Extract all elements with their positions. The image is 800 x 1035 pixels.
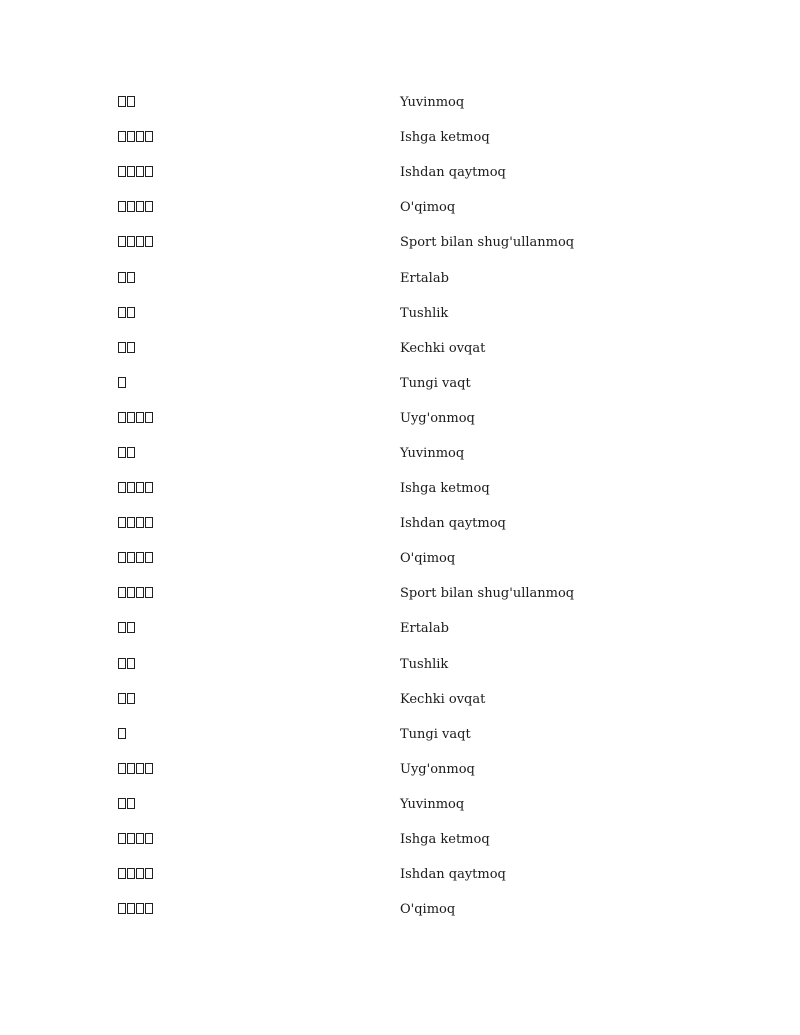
uzbek-translation: Ishga ketmoq: [400, 130, 490, 146]
missing-glyph-term: [118, 552, 400, 565]
missing-glyph-box: [127, 307, 135, 318]
missing-glyph-term: [118, 272, 400, 285]
uzbek-translation: O'qimoq: [400, 902, 456, 918]
table-row: [118, 190, 718, 225]
missing-glyph-box: [136, 833, 144, 844]
uzbek-translation: Tungi vaqt: [400, 375, 471, 391]
missing-glyph-term: [118, 728, 400, 741]
table-row: [118, 260, 718, 295]
table-row: [118, 647, 718, 682]
missing-glyph-term: [118, 412, 400, 425]
missing-glyph-term: [118, 587, 400, 600]
missing-glyph-box: [118, 166, 126, 177]
missing-glyph-box: [136, 166, 144, 177]
missing-glyph-box: [145, 552, 153, 563]
missing-glyph-box: [118, 552, 126, 563]
table-row: [118, 366, 718, 401]
missing-glyph-box: [118, 307, 126, 318]
missing-glyph-box: [145, 236, 153, 247]
table-row: [118, 787, 718, 822]
missing-glyph-box: [145, 412, 153, 423]
missing-glyph-box: [127, 272, 135, 283]
missing-glyph-term: [118, 833, 400, 846]
uzbek-translation: O'qimoq: [400, 200, 456, 216]
missing-glyph-term: [118, 622, 400, 635]
missing-glyph-box: [145, 587, 153, 598]
missing-glyph-term: [118, 201, 400, 214]
missing-glyph-box: [118, 201, 126, 212]
uzbek-translation: Kechki ovqat: [400, 340, 486, 356]
missing-glyph-box: [118, 658, 126, 669]
missing-glyph-box: [127, 552, 135, 563]
missing-glyph-box: [136, 236, 144, 247]
missing-glyph-box: [127, 693, 135, 704]
missing-glyph-box: [118, 96, 126, 107]
table-row: [118, 752, 718, 787]
missing-glyph-box: [127, 342, 135, 353]
missing-glyph-term: [118, 658, 400, 671]
missing-glyph-term: [118, 377, 400, 390]
missing-glyph-box: [118, 587, 126, 598]
missing-glyph-box: [127, 658, 135, 669]
missing-glyph-box: [127, 166, 135, 177]
missing-glyph-term: [118, 447, 400, 460]
missing-glyph-box: [118, 763, 126, 774]
uzbek-translation: Yuvinmoq: [400, 95, 465, 111]
missing-glyph-box: [118, 412, 126, 423]
missing-glyph-box: [145, 517, 153, 528]
uzbek-translation: Tushlik: [400, 305, 449, 321]
table-row: [118, 506, 718, 541]
uzbek-translation: Ishga ketmoq: [400, 481, 490, 497]
table-row: [118, 225, 718, 260]
missing-glyph-box: [136, 482, 144, 493]
uzbek-translation: Tushlik: [400, 656, 449, 672]
missing-glyph-box: [118, 693, 126, 704]
missing-glyph-box: [118, 482, 126, 493]
table-row: [118, 85, 718, 120]
missing-glyph-term: [118, 482, 400, 495]
missing-glyph-box: [127, 412, 135, 423]
missing-glyph-box: [136, 587, 144, 598]
uzbek-translation: Yuvinmoq: [400, 796, 465, 812]
missing-glyph-box: [118, 728, 126, 739]
missing-glyph-term: [118, 96, 400, 109]
uzbek-translation: Yuvinmoq: [400, 445, 465, 461]
table-row: [118, 717, 718, 752]
missing-glyph-box: [118, 798, 126, 809]
missing-glyph-box: [127, 131, 135, 142]
missing-glyph-box: [118, 377, 126, 388]
missing-glyph-box: [127, 482, 135, 493]
missing-glyph-box: [118, 868, 126, 879]
missing-glyph-box: [127, 903, 135, 914]
uzbek-translation: O'qimoq: [400, 551, 456, 567]
uzbek-translation: Ishga ketmoq: [400, 832, 490, 848]
missing-glyph-box: [136, 552, 144, 563]
missing-glyph-box: [127, 96, 135, 107]
uzbek-translation: Ishdan qaytmoq: [400, 516, 506, 532]
missing-glyph-box: [118, 903, 126, 914]
missing-glyph-box: [127, 236, 135, 247]
table-row: [118, 471, 718, 506]
missing-glyph-term: [118, 342, 400, 355]
table-row: [118, 401, 718, 436]
missing-glyph-box: [127, 587, 135, 598]
uzbek-translation: Ishdan qaytmoq: [400, 165, 506, 181]
missing-glyph-box: [118, 236, 126, 247]
uzbek-translation: Ertalab: [400, 621, 449, 637]
missing-glyph-box: [145, 868, 153, 879]
table-row: [118, 436, 718, 471]
table-row: [118, 155, 718, 190]
missing-glyph-box: [136, 868, 144, 879]
uzbek-translation: Ertalab: [400, 270, 449, 286]
missing-glyph-box: [136, 412, 144, 423]
missing-glyph-term: [118, 763, 400, 776]
missing-glyph-box: [127, 833, 135, 844]
missing-glyph-term: [118, 798, 400, 811]
missing-glyph-term: [118, 517, 400, 530]
missing-glyph-box: [127, 763, 135, 774]
missing-glyph-box: [127, 622, 135, 633]
missing-glyph-box: [118, 517, 126, 528]
missing-glyph-term: [118, 307, 400, 320]
table-row: [118, 541, 718, 576]
missing-glyph-term: [118, 868, 400, 881]
table-row: [118, 682, 718, 717]
missing-glyph-box: [118, 272, 126, 283]
uzbek-translation: Kechki ovqat: [400, 691, 486, 707]
missing-glyph-box: [127, 798, 135, 809]
missing-glyph-box: [118, 622, 126, 633]
uzbek-translation: Sport bilan shug'ullanmoq: [400, 235, 575, 251]
table-row: [118, 822, 718, 857]
missing-glyph-box: [145, 763, 153, 774]
missing-glyph-box: [127, 868, 135, 879]
table-row: [118, 892, 718, 927]
uzbek-translation: Ishdan qaytmoq: [400, 867, 506, 883]
missing-glyph-box: [145, 131, 153, 142]
missing-glyph-box: [118, 833, 126, 844]
table-row: [118, 331, 718, 366]
uzbek-translation: Tungi vaqt: [400, 726, 471, 742]
missing-glyph-term: [118, 903, 400, 916]
missing-glyph-box: [127, 447, 135, 458]
missing-glyph-box: [136, 903, 144, 914]
missing-glyph-box: [136, 201, 144, 212]
missing-glyph-box: [145, 166, 153, 177]
missing-glyph-box: [145, 833, 153, 844]
uzbek-translation: Uyg'onmoq: [400, 761, 475, 777]
missing-glyph-box: [136, 131, 144, 142]
missing-glyph-term: [118, 131, 400, 144]
missing-glyph-box: [118, 131, 126, 142]
uzbek-translation: Sport bilan shug'ullanmoq: [400, 586, 575, 602]
table-row: [118, 296, 718, 331]
table-row: [118, 611, 718, 646]
missing-glyph-term: [118, 236, 400, 249]
uzbek-translation: Uyg'onmoq: [400, 410, 475, 426]
missing-glyph-box: [118, 447, 126, 458]
missing-glyph-box: [127, 517, 135, 528]
table-row: [118, 576, 718, 611]
vocabulary-list: [118, 85, 718, 927]
missing-glyph-box: [145, 482, 153, 493]
missing-glyph-box: [118, 342, 126, 353]
missing-glyph-term: [118, 166, 400, 179]
missing-glyph-box: [127, 201, 135, 212]
missing-glyph-term: [118, 693, 400, 706]
missing-glyph-box: [145, 201, 153, 212]
missing-glyph-box: [145, 903, 153, 914]
missing-glyph-box: [136, 763, 144, 774]
missing-glyph-box: [136, 517, 144, 528]
table-row: [118, 857, 718, 892]
table-row: [118, 120, 718, 155]
